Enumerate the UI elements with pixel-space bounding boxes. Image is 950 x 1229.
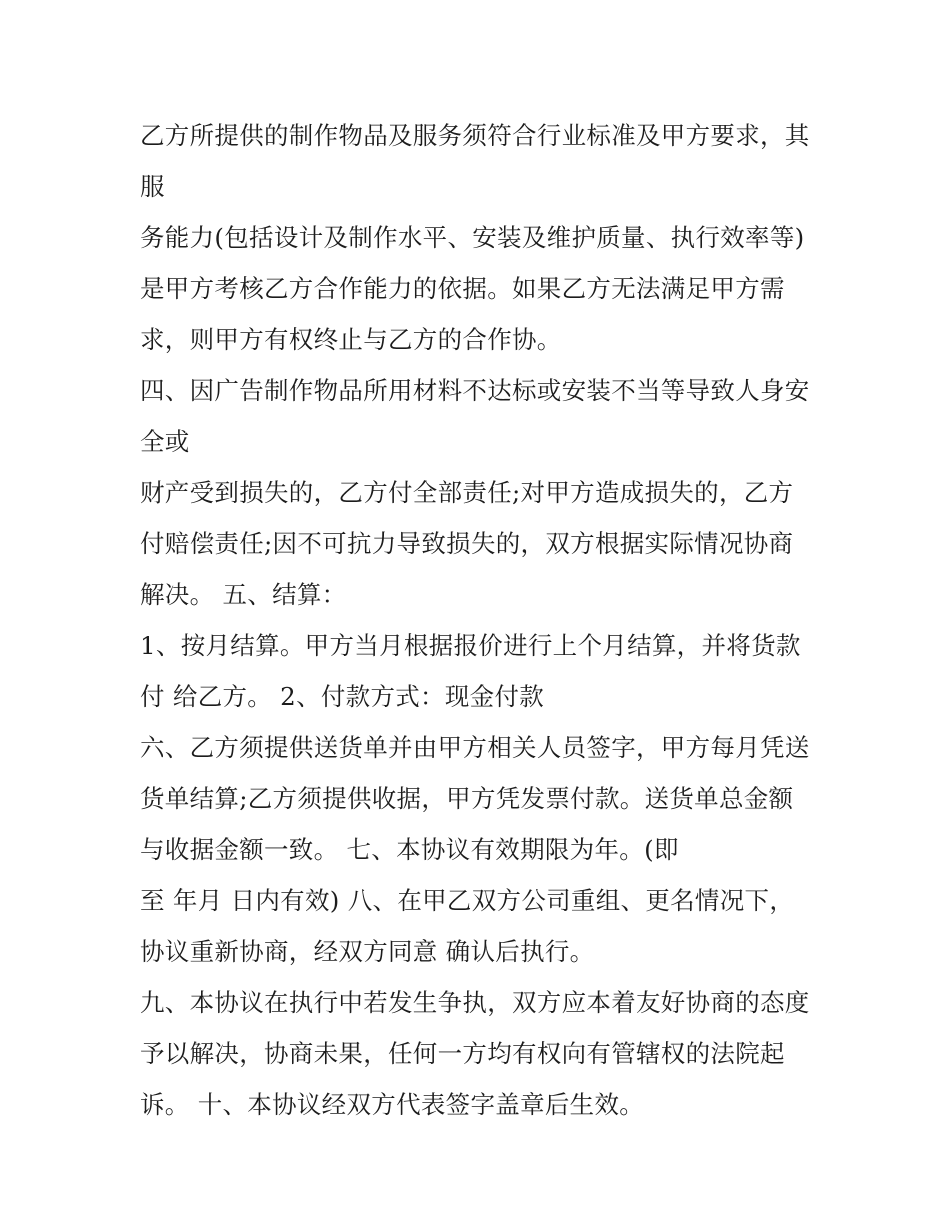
text-line: 诉。 十、本协议经双方代表签字盖章后生效。 [140,1090,645,1119]
text-line: 付 给乙方。 2、付款方式：现金付款 [140,682,545,711]
text-line: 务能力(包括设计及制作水平、安装及维护质量、执行效率等) [140,223,805,252]
text-line: 乙方所提供的制作物品及服务须符合行业标准及甲方要求，其 [140,121,810,150]
text-line: 协议重新协商，经双方同意 确认后执行。 [140,937,595,966]
text-line: 解决。 五、结算： [140,580,347,609]
text-line: 财产受到损失的，乙方付全部责任;对甲方造成损失的，乙方 [140,478,794,507]
text-line: 1、按月结算。甲方当月根据报价进行上个月结算，并将货款 [140,631,801,660]
text-line: 至 年月 日内有效) 八、在甲乙双方公司重组、更名情况下， [140,886,795,915]
text-line: 付赔偿责任;因不可抗力导致损失的，双方根据实际情况协商 [140,529,794,558]
text-line: 是甲方考核乙方合作能力的依据。如果乙方无法满足甲方需 [140,274,785,303]
text-line: 货单结算;乙方须提供收据，甲方凭发票付款。送货单总金额 [140,784,794,813]
text-line: 九、本协议在执行中若发生争执，双方应本着友好协商的态度 [140,988,810,1017]
text-line: 予以解决，协商未果，任何一方均有权向有管辖权的法院起 [140,1039,785,1068]
text-line: 四、因广告制作物品所用材料不达标或安装不当等导致人身安 [140,376,810,405]
text-line: 六、乙方须提供送货单并由甲方相关人员签字，甲方每月凭送 [140,733,810,762]
contract-text [140,110,830,1130]
text-line: 求，则甲方有权终止与乙方的合作协。 [140,325,562,354]
text-line: 服 [140,172,165,201]
text-line: 与收据金额一致。 七、本协议有效期限为年。(即 [140,835,679,864]
text-line: 全或 [140,427,190,456]
